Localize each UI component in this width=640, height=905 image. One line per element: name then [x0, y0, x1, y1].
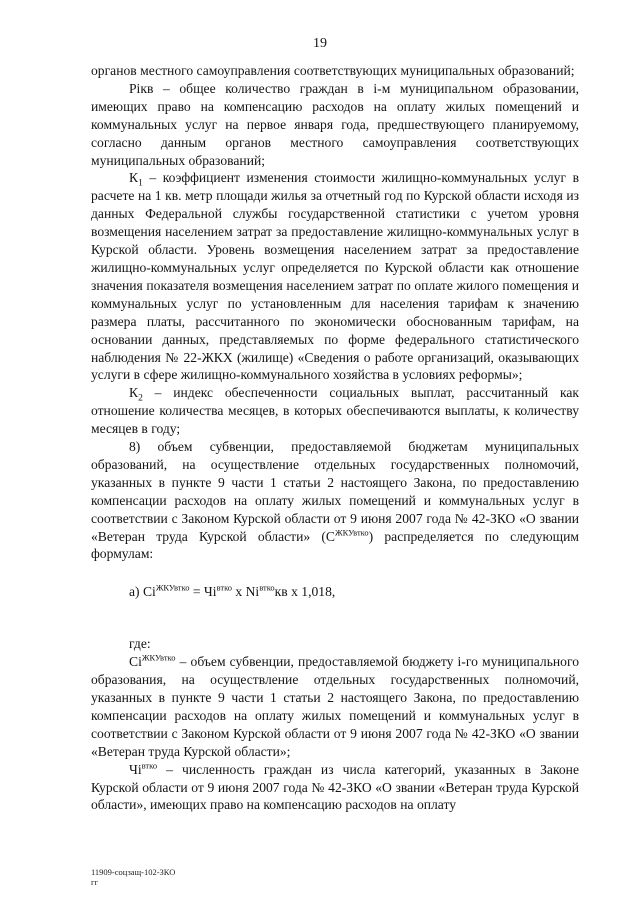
paragraph-item-8: 8) объем субвенции, предоставляемой бюджетам муниципальных образований, на осуществление отдельных государственных полномочий, указанных в пункте 9 части 1 статьи 2 настоящего Закона, по предоставлению компенсации расходов на оплату жилых помещений и коммунальных услуг в соответствии с Законом Курской области от 9 июня 2007 года № 42-ЗКО «О звании «Ветеран труда Курской области» $(С^{ЖКУвтко})$ распределяется по следующим формулам:	[91, 439, 579, 562]
document-body	[91, 62, 579, 814]
document-initials: гг	[91, 877, 98, 887]
k1-subscript: 1	[138, 179, 143, 190]
k2-subscript: 2	[138, 394, 143, 405]
page-number: 19	[313, 36, 327, 51]
document-footer	[91, 867, 175, 887]
superscript-zhku: ЖКУвтко	[334, 527, 369, 538]
paragraph-k1: $К_1$ – коэффициент изменения стоимости жилищно-коммунальных услуг в расчете на 1 кв. метр площади жилья за отчетный год по Курской области исходя из данных Федеральной службы государственной статистики с учетом уровня возмещения населением затрат за предоставление жилищно-коммунальных услуг в Курской области. Уровень возмещения населением затрат за предоставление жилищно-коммунальных услуг определяется по Курской области как отношение значения показателя возмещения населением затрат по оплате жилого помещения и коммунальных услуг по установленным для населения тарифам к значению размера платы, рассчитанного по экономически обоснованным тарифам, на основании данных, представляемых по форме федерального статистического наблюдения № 22-ЖКХ (жилище) «Сведения о работе организаций, оказывающих услуги в сфере жилищно-коммунального хозяйства в условиях реформы»;	[91, 170, 579, 383]
paragraph: Рiкв – общее количество граждан в i-м муниципальном образовании, имеющих право на компенсацию расходов на оплату жилых помещений и коммунальных услуг на первое января года, предшествующего планируемому, согласно данным органов местного самоуправления соответствующих муниципальных образований;	[91, 80, 579, 168]
paragraph-where: где:	[129, 636, 151, 652]
k-symbol: К	[129, 385, 139, 401]
paragraph: органов местного самоуправления соответствующих муниципальных образований;	[91, 63, 575, 78]
paragraph-ci-definition: $Сi^{ЖКУвтко}$ – объем субвенции, предоставляемой бюджету i-го муниципального образования, на осуществление отдельных государственных полномочий, указанных в пункте 9 части 1 статьи 2 настоящего Закона, по предоставлению компенсации расходов на оплату жилых помещений и коммунальных услуг в соответствии с Законом Курской области от 9 июня 2007 года № 42-ЗКО «О звании «Ветеран труда Курской области»;	[91, 652, 579, 759]
document-code: 11909-соцзащ-102-ЗКО	[91, 867, 176, 877]
paragraph-chi-definition: $Чi^{втко}$ – численность граждан из числа категорий, указанных в Законе Курской области от 9 июня 2007 года № 42-ЗКО «О звании «Ветеран труда Курской области», имеющих право на компенсацию расходов на оплату	[91, 760, 579, 813]
formula-a: а) $Сi^{ЖКУвтко} = Чi^{втко}$ х $Ni^{втко}кв$ х 1,018,	[129, 582, 336, 600]
k-symbol: К	[129, 170, 139, 186]
paragraph-k2: $К_2$ – индекс обеспеченности социальных выплат, рассчитанный как отношение количества месяцев, в которых обеспечиваются выплаты, к количеству месяцев в году;	[91, 385, 579, 437]
